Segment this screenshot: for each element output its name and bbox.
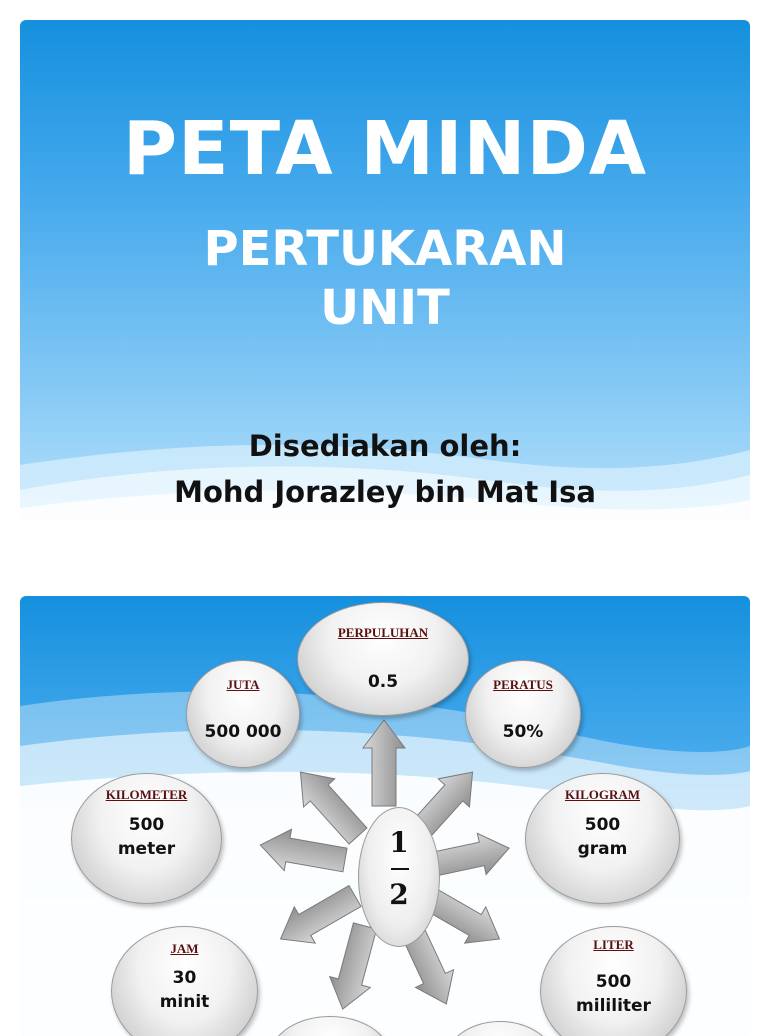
node-jam xyxy=(111,926,258,1036)
node-juta xyxy=(186,660,300,768)
node-value: 500 mililiter xyxy=(576,972,651,1016)
node-value: 500 gram xyxy=(577,815,628,859)
slide-title: PETA MINDA xyxy=(122,106,648,192)
mind-map-slide xyxy=(20,596,750,1036)
node-perpuluhan xyxy=(297,602,469,716)
fraction-numerator: 1 xyxy=(389,826,409,859)
node-value: 50% xyxy=(502,722,544,742)
fraction-bar xyxy=(391,868,409,870)
node-label: JAM xyxy=(170,941,199,956)
node-label: KILOMETER xyxy=(105,787,188,802)
prepared-by-label: Disediakan oleh: xyxy=(248,429,522,463)
node-value: 0.5 xyxy=(367,672,399,692)
title-slide xyxy=(20,20,750,520)
node-value: 500 meter xyxy=(117,815,176,859)
node-label: PERATUS xyxy=(493,677,553,692)
node-peratus xyxy=(465,660,581,768)
node-label: PERPULUHAN xyxy=(337,625,429,640)
arrow-perpuluhan xyxy=(363,720,405,806)
slide-subtitle-line1: PERTUKARAN xyxy=(203,221,567,277)
arrow-kilometer xyxy=(257,824,349,880)
slide-subtitle-line2: UNIT xyxy=(320,280,450,336)
node-label: KILOGRAM xyxy=(564,787,641,802)
center-fraction xyxy=(358,807,440,947)
node-kilogram xyxy=(525,773,680,904)
author-name: Mohd Jorazley bin Mat Isa xyxy=(174,475,596,509)
node-value: 30 minit xyxy=(159,968,210,1012)
node-label: JUTA xyxy=(226,677,260,692)
node-kilometer xyxy=(71,773,222,904)
node-label: LITER xyxy=(593,937,634,952)
node-liter xyxy=(540,926,687,1036)
fraction-denominator: 2 xyxy=(389,878,409,911)
node-value: 500 000 xyxy=(204,722,282,742)
